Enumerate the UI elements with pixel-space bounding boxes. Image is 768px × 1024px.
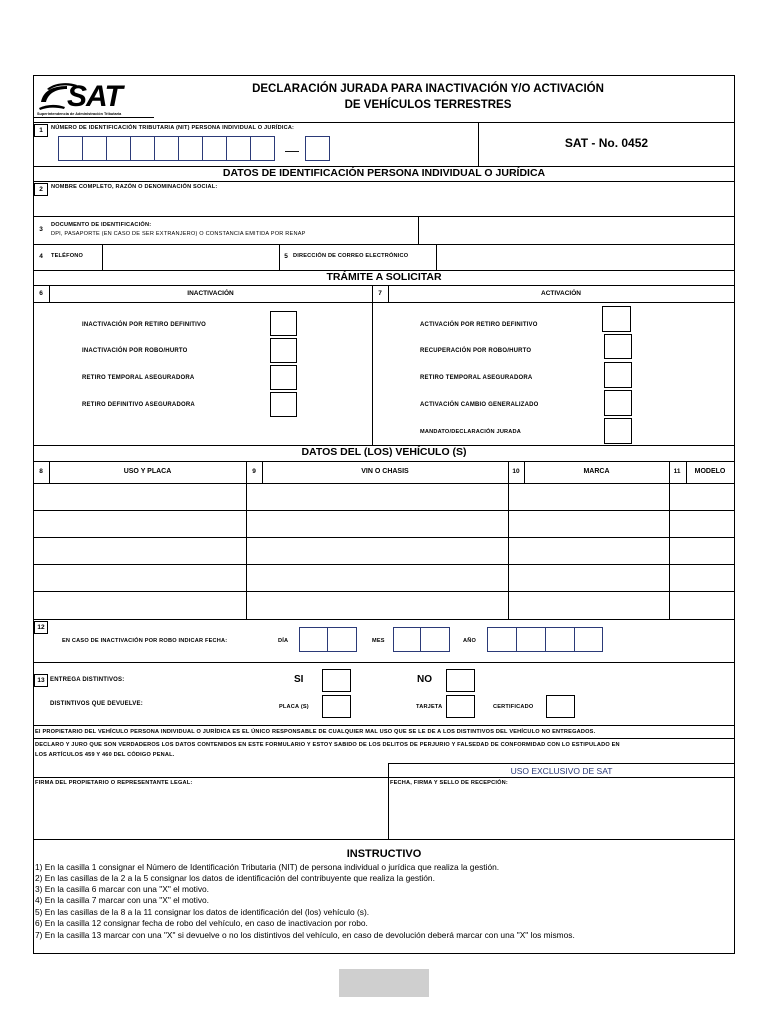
day-box[interactable] [299,627,328,652]
reception-label: FECHA, FIRMA Y SELLO DE RECEPCIÓN: [390,780,508,786]
section-identification-title: DATOS DE IDENTIFICACIÓN PERSONA INDIVIDUAL O JURÍDICA [222,167,546,179]
year-label: AÑO [463,638,477,644]
email-label: DIRECCIÓN DE CORREO ELECTRÓNICO [293,253,409,259]
phone-input[interactable] [103,245,278,269]
inactivation-header: INACTIVACIÓN [187,290,234,297]
signature-area[interactable] [34,789,387,838]
form-title-line2: DE VEHÍCULOS TERRESTRES [344,99,512,111]
inactivation-option-checkbox[interactable] [270,365,297,390]
nit-label: NÚMERO DE IDENTIFICACIÓN TRIBUTARIA (NIT) PERSONA INDIVIDUAL O JURÍDICA: [51,125,295,131]
logo-text: SAT [67,80,122,113]
activation-option-label: ACTIVACIÓN CAMBIO GENERALIZADO [420,402,539,408]
col-use-plate: USO Y PLACA [123,468,172,475]
instruction-item: 4) En la casilla 7 marcar con una "X" el motivo. [35,895,209,905]
nit-digit-box[interactable] [178,136,203,161]
oath-text-line2: LOS ARTÍCULOS 459 Y 460 DEL CÓDIGO PENAL. [35,752,175,758]
instruction-item: 7) En la casilla 13 marcar con una "X" si devuelve o no los distintivos del vehículo, en caso de devolución deberá marcar con una "X" los mismos. [35,930,575,940]
sat-logo [37,80,152,120]
field-number-8: 8 [39,468,43,475]
activation-option-checkbox[interactable] [604,390,632,416]
nit-digit-box[interactable] [202,136,227,161]
section-tramite-title: TRÁMITE A SOLICITAR [326,271,442,283]
signature-label: FIRMA DEL PROPIETARIO O REPRESENTANTE LEGAL: [35,780,193,786]
document-label-2: DPI, PASAPORTE (EN CASO DE SER EXTRANJERO) O CONSTANCIA EMITIDA POR RENAP [51,231,306,237]
returned-label: DISTINTIVOS QUE DEVUELVE: [50,701,143,707]
card-label: TARJETA [416,704,443,710]
instruction-item: 3) En la casilla 6 marcar con una "X" el motivo. [35,884,209,894]
year-box[interactable] [574,627,603,652]
owner-responsibility-text: El PROPIETARIO DEL VEHÍCULO PERSONA INDIVIDUAL O JURÍDICA ES EL ÚNICO RESPONSABLE DE CUALQUIER MAL USO QUE SE LE DE A LOS DISTINTIVOS DEL VEHÍCULO NO ENTREGADOS. [35,729,596,735]
month-box[interactable] [420,627,450,652]
inactivation-option-label: RETIRO TEMPORAL ASEGURADORA [82,375,195,381]
field-number-1: 1 [34,124,48,137]
month-box[interactable] [393,627,421,652]
activation-header: ACTIVACIÓN [541,290,581,297]
field-number-10: 10 [512,468,520,475]
no-label: NO [417,674,432,685]
field-number-4: 4 [39,253,43,260]
robbery-date-label: EN CASO DE INACTIVACIÓN POR ROBO INDICAR FECHA: [62,638,228,644]
inactivation-option-label: INACTIVACIÓN POR ROBO/HURTO [82,348,188,354]
form-title-line1: DECLARACIÓN JURADA PARA INACTIVACIÓN Y/O ACTIVACIÓN [252,83,604,95]
field-number-13: 13 [34,674,48,687]
day-box[interactable] [327,627,357,652]
plate-label: PLACA (S) [279,704,309,710]
instructions-title: INSTRUCTIVO [346,848,422,860]
certificate-label: CERTIFICADO [493,704,534,710]
table-row[interactable] [34,484,734,510]
instruction-item: 2) En las casillas de la 2 a la 5 consignar los datos de identificación del contribuyente que realiza la gestión. [35,873,435,883]
month-label: MES [372,638,385,644]
page-footer-bar [339,969,429,997]
email-input[interactable] [437,245,734,269]
inactivation-option-label: RETIRO DEFINITIVO ASEGURADORA [82,402,195,408]
instruction-item: 5) En las casillas de la 8 a la 11 consignar los datos de identificación del (los) vehículo (s). [35,907,370,917]
nit-digit-box[interactable] [154,136,179,161]
year-box[interactable] [545,627,575,652]
field-number-7: 7 [378,290,382,297]
sat-use-label: USO EXCLUSIVO DE SAT [510,766,613,776]
field-number-3: 3 [39,226,43,233]
activation-option-checkbox[interactable] [602,306,631,332]
card-checkbox[interactable] [446,695,475,718]
document-label-1: DOCUMENTO DE IDENTIFICACIÓN: [51,222,152,228]
logo-subtitle: Superintendencia de Administración Tributaria [37,112,122,116]
nit-digit-box[interactable] [58,136,83,161]
activation-option-checkbox[interactable] [604,334,632,359]
table-row[interactable] [34,592,734,618]
year-box[interactable] [487,627,517,652]
inactivation-option-checkbox[interactable] [270,392,297,417]
col-vin: VIN O CHASIS [361,468,409,475]
phone-label: TELÉFONO [51,253,84,259]
nit-digit-box[interactable] [82,136,107,161]
yes-checkbox[interactable] [322,669,351,692]
activation-option-label: RETIRO TEMPORAL ASEGURADORA [420,375,533,381]
nit-digit-box[interactable] [226,136,251,161]
inactivation-option-checkbox[interactable] [270,338,297,363]
instruction-item: 1) En la casilla 1 consignar el Número de Identificación Tributaria (NIT) de persona individual o jurídica que realiza la gestión. [35,862,500,872]
nit-digit-box[interactable] [130,136,155,161]
no-checkbox[interactable] [446,669,475,692]
field-number-11: 11 [673,468,681,475]
name-label: NOMBRE COMPLETO, RAZÓN O DENOMINACIÓN SOCIAL: [51,184,218,190]
form-number: SAT - No. 0452 [564,136,649,150]
day-label: DÍA [278,638,289,644]
plate-checkbox[interactable] [322,695,351,718]
delivery-label: ENTREGA DISTINTIVOS: [50,677,125,683]
col-brand: MARCA [583,468,610,475]
nit-check-digit-box[interactable] [305,136,330,161]
instruction-item: 6) En la casilla 12 consignar fecha de robo del vehículo, en caso de inactivacion por robo. [35,918,368,928]
activation-option-checkbox[interactable] [604,418,632,444]
document-input[interactable] [419,217,734,243]
field-number-5: 5 [284,253,288,260]
table-row[interactable] [34,511,734,537]
reception-area [389,789,734,838]
activation-option-label: RECUPERACIÓN POR ROBO/HURTO [420,348,532,354]
activation-option-checkbox[interactable] [604,362,632,388]
oath-text-line1: DECLARO Y JURO QUE SON VERDADEROS LOS DATOS CONTENIDOS EN ESTE FORMULARIO Y ESTOY SABIDO DE LOS DELITOS DE PERJURIO Y FALSEDAD DE CONFORMIDAD CON LO ESTIPULADO EN [35,742,620,748]
field-number-2: 2 [34,183,48,196]
col-model: MODELO [694,468,726,475]
section-vehicles-title: DATOS DEL (LOS) VEHÍCULO (S) [301,446,467,458]
yes-label: SI [294,674,304,685]
nit-digit-box[interactable] [250,136,275,161]
field-number-12: 12 [34,621,48,634]
table-row[interactable] [34,538,734,564]
name-input[interactable] [50,194,734,214]
field-number-6: 6 [39,290,43,297]
activation-option-label: ACTIVACIÓN POR RETIRO DEFINITIVO [420,322,538,328]
nit-dash: — [285,142,299,158]
table-row[interactable] [34,565,734,591]
field-number-9: 9 [252,468,256,475]
nit-digit-box[interactable] [106,136,131,161]
inactivation-option-checkbox[interactable] [270,311,297,336]
inactivation-option-label: INACTIVACIÓN POR RETIRO DEFINITIVO [82,322,207,328]
certificate-checkbox[interactable] [546,695,575,718]
year-box[interactable] [516,627,546,652]
activation-option-label: MANDATO/DECLARACIÓN JURADA [420,429,522,435]
